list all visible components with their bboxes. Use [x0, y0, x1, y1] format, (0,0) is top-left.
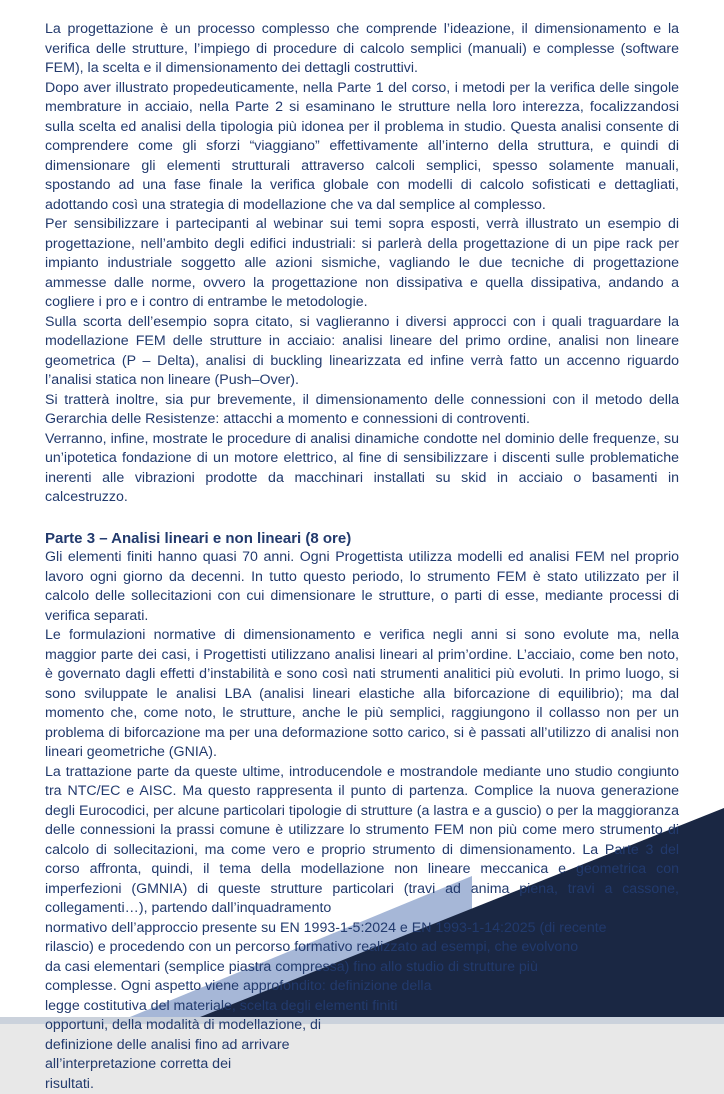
paragraph-final-justified: La trattazione parte da queste ultime, introducendole e mostrandole mediante uno studio congiunto tra NTC/EC e AISC. Ma questo rappresenta il punto di partenza. Complice la nuova generazione degli Eurocodici, per alcune particolari tipologie di strutture (a lastra e a guscio) o per la maggioranza delle connessioni la prassi comune è utilizzare lo strumento FEM non più come mero strumento di calcolo di sollecitazioni, ma come vero e proprio strumento di dimensionamento. La Parte 3 del corso affronta, quindi, il tema della modellazione non lineare meccanica e geometrica con imperfezioni (GMNIA) di queste strutture particolari (travi ad anima piena, travi a cassone, collegamenti…), partendo dall’inquadramento — [45, 763, 679, 919]
tail-line: complesse. Ogni aspetto viene approfondito: definizione della — [45, 977, 679, 997]
paragraph-final-wrapped-tail — [45, 919, 679, 1094]
paragraph-dynamic-analysis: Verranno, infine, mostrate le procedure di analisi dinamiche condotte nel dominio delle frequenze, su un’ipotetica fondazione di un motore elettrico, al fine di sensibilizzare i discenti sulle problematiche inerenti alle vibrazioni prodotte da macchinari installati su skid in acciaio o basamenti in calcestruzzo. — [45, 430, 679, 508]
section-heading-parte-3: Parte 3 – Analisi lineari e non lineari (8 ore) — [45, 529, 679, 549]
tail-line: da casi elementari (semplice piastra compressa) fino allo studio di strutture più — [45, 958, 679, 978]
tail-line: risultati. — [45, 1075, 679, 1094]
paragraph-part3-1: Gli elementi finiti hanno quasi 70 anni. Ogni Progettista utilizza modelli ed analisi FEM nel proprio lavoro ogni giorno da decenni. In tutto questo periodo, lo strumento FEM è stato utilizzato per il calcolo delle sollecitazioni con cui dimensionare le strutture, o parti di esse, mediante processi di verifica separati. — [45, 548, 679, 626]
tail-line: legge costitutiva del materiale, scelta degli elementi finiti — [45, 997, 679, 1017]
paragraph-webinar-example: Per sensibilizzare i partecipanti al webinar sui temi sopra esposti, verrà illustrato un esempio di progettazione, nell’ambito degli edifici industriali: si parlerà della progettazione di un pipe rack per impianto industriale soggetto alle azioni sismiche, vagliando le due tecniche di progettazione ammesse dalle norme, ovvero la progettazione non dissipativa e quella dissipativa, andando a cogliere i pro e i contro di entrambe le metodologie. — [45, 215, 679, 313]
paragraph-intro-1: La progettazione è un processo complesso che comprende l’ideazione, il dimensionamento e la verifica delle strutture, l’impiego di procedure di calcolo semplici (manuali) e complesse (software FEM), la scelta e il dimensionamento dei dettagli costruttivi. — [45, 20, 679, 79]
tail-line: rilascio) e procedendo con un percorso formativo realizzato ad esempi, che evolvono — [45, 938, 679, 958]
paragraph-fem-approaches: Sulla scorta dell’esempio sopra citato, si vaglieranno i diversi approcci con i quali traguardare la modellazione FEM delle strutture in acciaio: analisi lineare del primo ordine, analisi non lineare geometrica (P – Delta), analisi di buckling linearizzata ed infine verrà fatto un accenno riguardo l’analisi statica non lineare (Push–Over). — [45, 313, 679, 391]
paragraph-intro-2: Dopo aver illustrato propedeuticamente, nella Parte 1 del corso, i metodi per la verifica delle singole membrature in acciaio, nella Parte 2 si esaminano le strutture nella loro interezza, focalizzandosi sulla scelta ed analisi della tipologia più idonea per il problema in studio. Questa analisi consente di comprendere come gli sforzi “viaggiano” effettivamente all’interno della struttura, e quindi di dimensionare gli elementi strutturali attraverso calcoli semplici, spesso solamente manuali, spostando ad una fase finale la verifica globale con modelli di calcolo sofisticati e dettagliati, adottando così una strategia di modellazione che va dal semplice al complesso. — [45, 79, 679, 216]
text-column — [45, 20, 679, 1094]
tail-line: normativo dell’approccio presente su EN 1993-1-5:2024 e EN 1993-1-14:2025 (di recente — [45, 919, 679, 939]
tail-line: definizione delle analisi fino ad arrivare — [45, 1036, 679, 1056]
tail-line: all’interpretazione corretta dei — [45, 1055, 679, 1075]
paragraph-part3-2: Le formulazioni normative di dimensionamento e verifica negli anni si sono evolute ma, nella maggior parte dei casi, i Progettisti utilizzano analisi lineari al prim’ordine. L’acciaio, come ben noto, è governato dagli effetti d’instabilità e sono così nati strumenti analitici più evoluti. In primo luogo, si sono sviluppate le analisi LBA (analisi lineari elastiche alla biforcazione di equilibrio); ma dal momento che, come noto, le strutture, anche le più semplici, raggiungono il collasso non per un problema di biforcazione ma per una deformazione sotto carico, si è passati all’utilizzo di analisi non lineari geometriche (GNIA). — [45, 626, 679, 763]
paragraph-connections: Si tratterà inoltre, sia pur brevemente, il dimensionamento delle connessioni con il metodo della Gerarchia delle Resistenze: attacchi a momento e connessioni di controventi. — [45, 391, 679, 430]
tail-line: opportuni, della modalità di modellazione, di — [45, 1016, 679, 1036]
